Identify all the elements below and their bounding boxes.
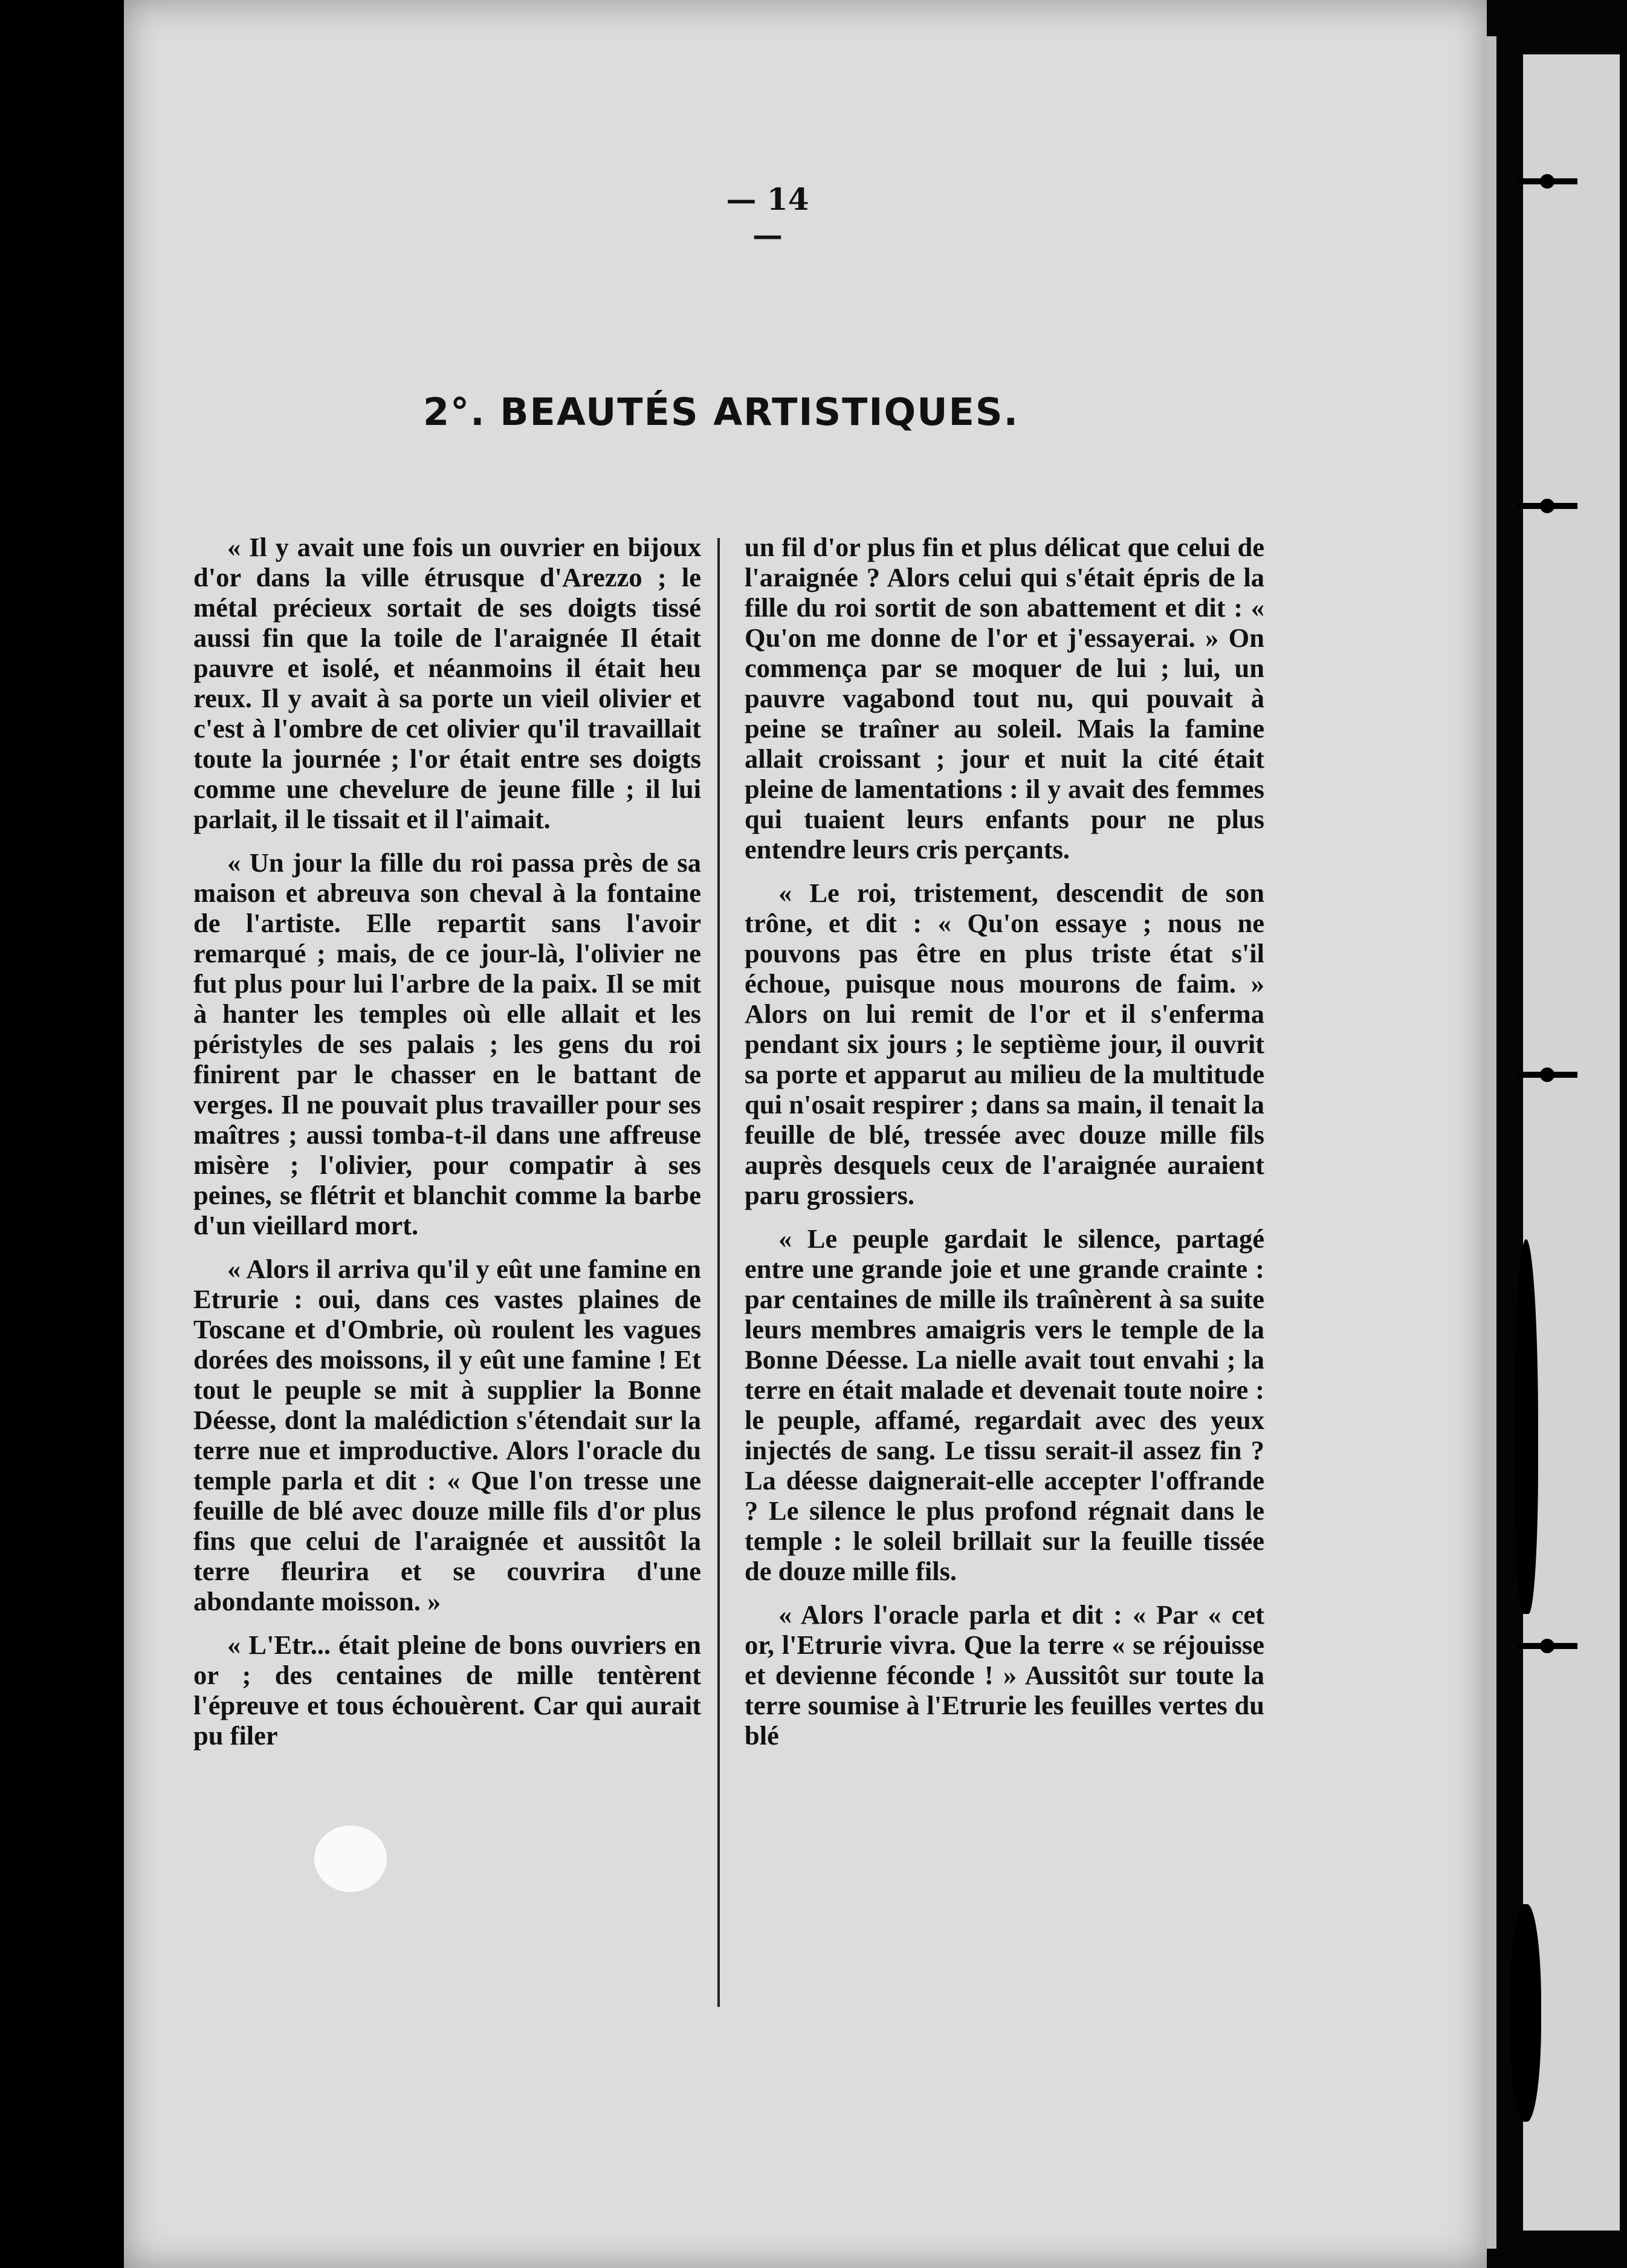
text-column-left	[193, 532, 701, 1764]
paragraph: « Alors il arriva qu'il y eût une famine en Etrurie : oui, dans ces vastes plaines de Toscane et d'Ombrie, où roulent les vagues dorées des moissons, il y eût une famine ! Et tout le peuple se mit à supplier la Bonne Déesse, dont la malédiction s'étendait sur la terre nue et improductive. Alors l'oracle du temple parla et dit : « Que l'on tresse une feuille de blé avec douze mille fils d'or plus fins que celui de l'araignée et aussitôt la terre fleurira et se couvrira d'une abondante moisson. »	[193, 1254, 701, 1616]
page-tear	[1510, 1904, 1541, 2122]
section-title: 2°. BEAUTÉS ARTISTIQUES.	[423, 390, 1020, 434]
paragraph: « Il y avait une fois un ouvrier en bijoux d'or dans la ville étrusque d'Arezzo ; le métal précieux sortait de ses doigts tissé aussi fin que la toile de l'araignée Il était pauvre et isolé, et néanmoins il était heu reux. Il y avait à sa porte un vieil olivier et c'est à l'ombre de cet olivier qu'il travaillait toute la journée ; l'or était entre ses doigts comme une chevelure de jeune fille ; il lui parlait, il le tissait et il l'aimait.	[193, 532, 701, 834]
binding-knot	[1540, 1639, 1554, 1653]
page-number: — 14 —	[726, 181, 809, 253]
ink-damage-blot	[314, 1826, 387, 1892]
page-edge	[1487, 36, 1496, 2249]
binding-knot	[1540, 174, 1554, 189]
binding-knot	[1540, 499, 1554, 513]
paragraph: « Alors l'oracle parla et dit : « Par « cet or, l'Etrurie vivra. Que la terre « se réjouisse et devienne féconde ! » Aussitôt sur toute la terre soumise à l'Etrurie les feuilles vertes du blé	[745, 1599, 1264, 1751]
paragraph: « Un jour la fille du roi passa près de sa maison et abreuva son cheval à la fontaine de l'artiste. Elle repartit sans l'avoir remarqué ; mais, de ce jour-là, l'olivier ne fut plus pour lui l'arbre de la paix. Il se mit à hanter les temples où elle allait et les péristyles de ses palais ; les gens du roi finirent par le chasser en le battant de verges. Il ne pouvait plus travailler pour ses maîtres ; aussi tomba-t-il dans une affreuse misère ; l'olivier, pour compatir à ses peines, se flétrit et blanchit comme la barbe d'un vieillard mort.	[193, 847, 701, 1240]
text-column-right	[745, 532, 1264, 1764]
paragraph: « L'Etr... était pleine de bons ouvriers en or ; des centaines de mille tentèrent l'épreuve et tous échouèrent. Car qui aurait pu filer	[193, 1630, 701, 1751]
paragraph: un fil d'or plus fin et plus délicat que celui de l'araignée ? Alors celui qui s'était épris de la fille du roi sortit de son abattement et dit : « Qu'on me donne de l'or et j'essayerai. » On commença par se moquer de lui ; lui, un pauvre vagabond tout nu, qui pouvait à peine se traîner au soleil. Mais la famine allait croissant ; jour et nuit la cité était pleine de lamentations : il y avait des femmes qui tuaient leurs enfants pour ne plus entendre leurs cris perçants.	[745, 532, 1264, 864]
scan-left-margin	[0, 0, 124, 2268]
paragraph: « Le roi, tristement, descendit de son trône, et dit : « Qu'on essaye ; nous ne pouvons pas être en plus triste état s'il échoue, puisque nous mourons de faim. » Alors on lui remit de l'or et il s'enferma pendant six jours ; le septième jour, il ouvrit sa porte et apparut au milieu de la multitude qui n'osait respirer ; dans sa main, il tenait la feuille de blé, tressée avec douze mille fils auprès desquels ceux de l'araignée auraient paru grossiers.	[745, 878, 1264, 1210]
page-tear	[1514, 1239, 1538, 1614]
adjacent-page-strip	[1523, 54, 1620, 2231]
binding-knot	[1540, 1068, 1554, 1082]
paragraph: « Le peuple gardait le silence, partagé entre une grande joie et une grande crainte : par centaines de mille ils traînèrent à sa suite leurs membres amaigris vers le temple de la Bonne Déesse. La nielle avait tout envahi ; la terre en était malade et devenait toute noire : le peuple, affamé, regardait avec des yeux injectés de sang. Le tissu serait-il assez fin ? La déesse daignerait-elle accepter l'offrande ? Le silence le plus profond régnait dans le temple : le soleil brillait sur la feuille tissée de douze mille fils.	[745, 1223, 1264, 1586]
column-divider	[717, 538, 720, 2007]
